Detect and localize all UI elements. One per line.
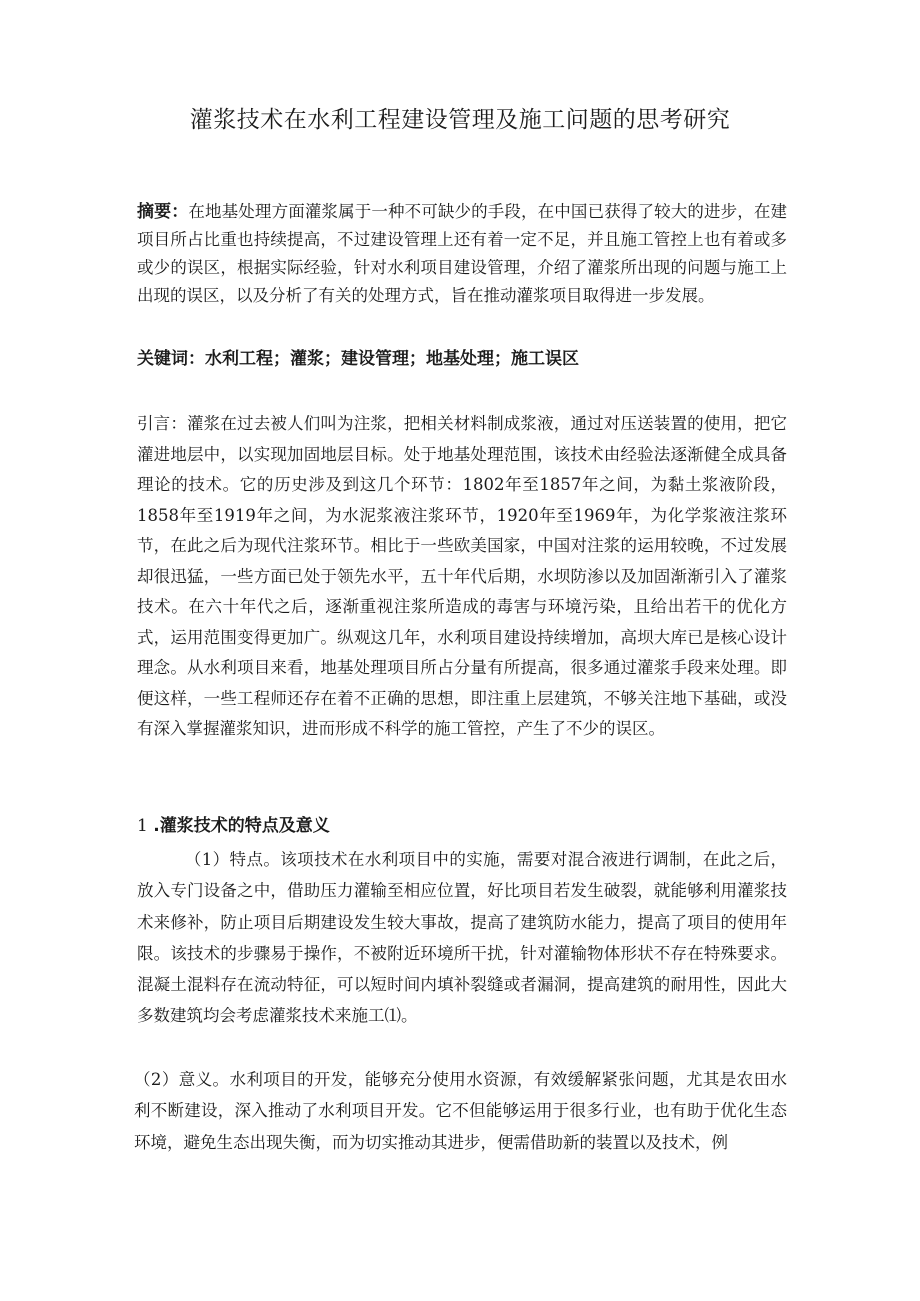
section-title: .灌浆技术的特点及意义 xyxy=(153,816,330,836)
significance-paragraph: （2）意义。水利项目的开发，能够充分使用水资源，有效缓解紧张问题，尤其是农田水利不断建设，深入推动了水利项目开发。它不但能够运用于很多行业，也有助于优化生态环境，避免生态出现失衡，而为切实推动其进步，便需借助新的装置以及技术，例 xyxy=(134,1070,787,1152)
abstract-label: 摘要： xyxy=(137,202,189,222)
intro-paragraph: 引言：灌浆在过去被人们叫为注浆，把相关材料制成浆液，通过对压送装置的使用，把它灌进地层中，以实现加固地层目标。处于地基处理范围，该技术由经验法逐渐健全成具备理论的技术。它的历史涉及到这几个环节：1802年至1857年之间，为黏土浆液阶段，1858年至1919年之间，为水泥浆液注浆环节，1920年至1969年，为化学浆液注浆环节，在此之后为现代注浆环节。相比于一些欧美国家，中国对注浆的运用较晚，不过发展却很迅猛，一些方面已处于领先水平，五十年代后期，水坝防渗以及加固渐渐引入了灌浆技术。在六十年代之后，逐渐重视注浆所造成的毒害与环境污染，且给出若干的优化方式，运用范围变得更加广。纵观这几年，水利项目建设持续增加，高坝大库已是核心设计理念。从水利项目来看，地基处理项目所占分量有所提高，很多通过灌浆手段来处理。即便这样，一些工程师还存在着不正确的思想，即注重上层建筑，不够关注地下基础，或没有深入掌握灌浆知识，进而形成不科学的施工管控，产生了不少的误区。 xyxy=(137,414,787,738)
abstract-text: 在地基处理方面灌浆属于一种不可缺少的手段，在中国已获得了较大的进步，在建项目所占比重也持续提高，不过建设管理上还有着一定不足，并且施工管控上也有着或多或少的误区，根据实际经验，针对水利项目建设管理，介绍了灌浆所出现的问题与施工上出现的误区，以及分析了有关的处理方式，旨在推动灌浆项目取得进一步发展。 xyxy=(137,202,788,305)
section-heading xyxy=(137,812,787,840)
keywords-line: 关键词：水利工程；灌浆；建设管理；地基处理；施工误区 xyxy=(137,349,579,369)
document-title: 灌浆技术在水利工程建设管理及施工问题的思考研究 xyxy=(189,107,731,133)
characteristics-paragraph: （1）特点。该项技术在水利项目中的实施，需要对混合液进行调制，在此之后，放入专门设备之中，借助压力灌输至相应位置，好比项目若发生破裂，就能够利用灌浆技术来修补，防止项目后期建设发生较大事故，提高了建筑防水能力，提高了项目的使用年限。该技术的步骤易于操作，不被附近环境所干扰，针对灌输物体形状不存在特殊要求。混凝土混料存在流动特征，可以短时间内填补裂缝或者漏洞，提高建筑的耐用性，因此大多数建筑均会考虑灌浆技术来施工⑴。 xyxy=(137,850,787,1026)
section-number: 1 xyxy=(137,816,148,836)
abstract-paragraph xyxy=(137,198,787,310)
